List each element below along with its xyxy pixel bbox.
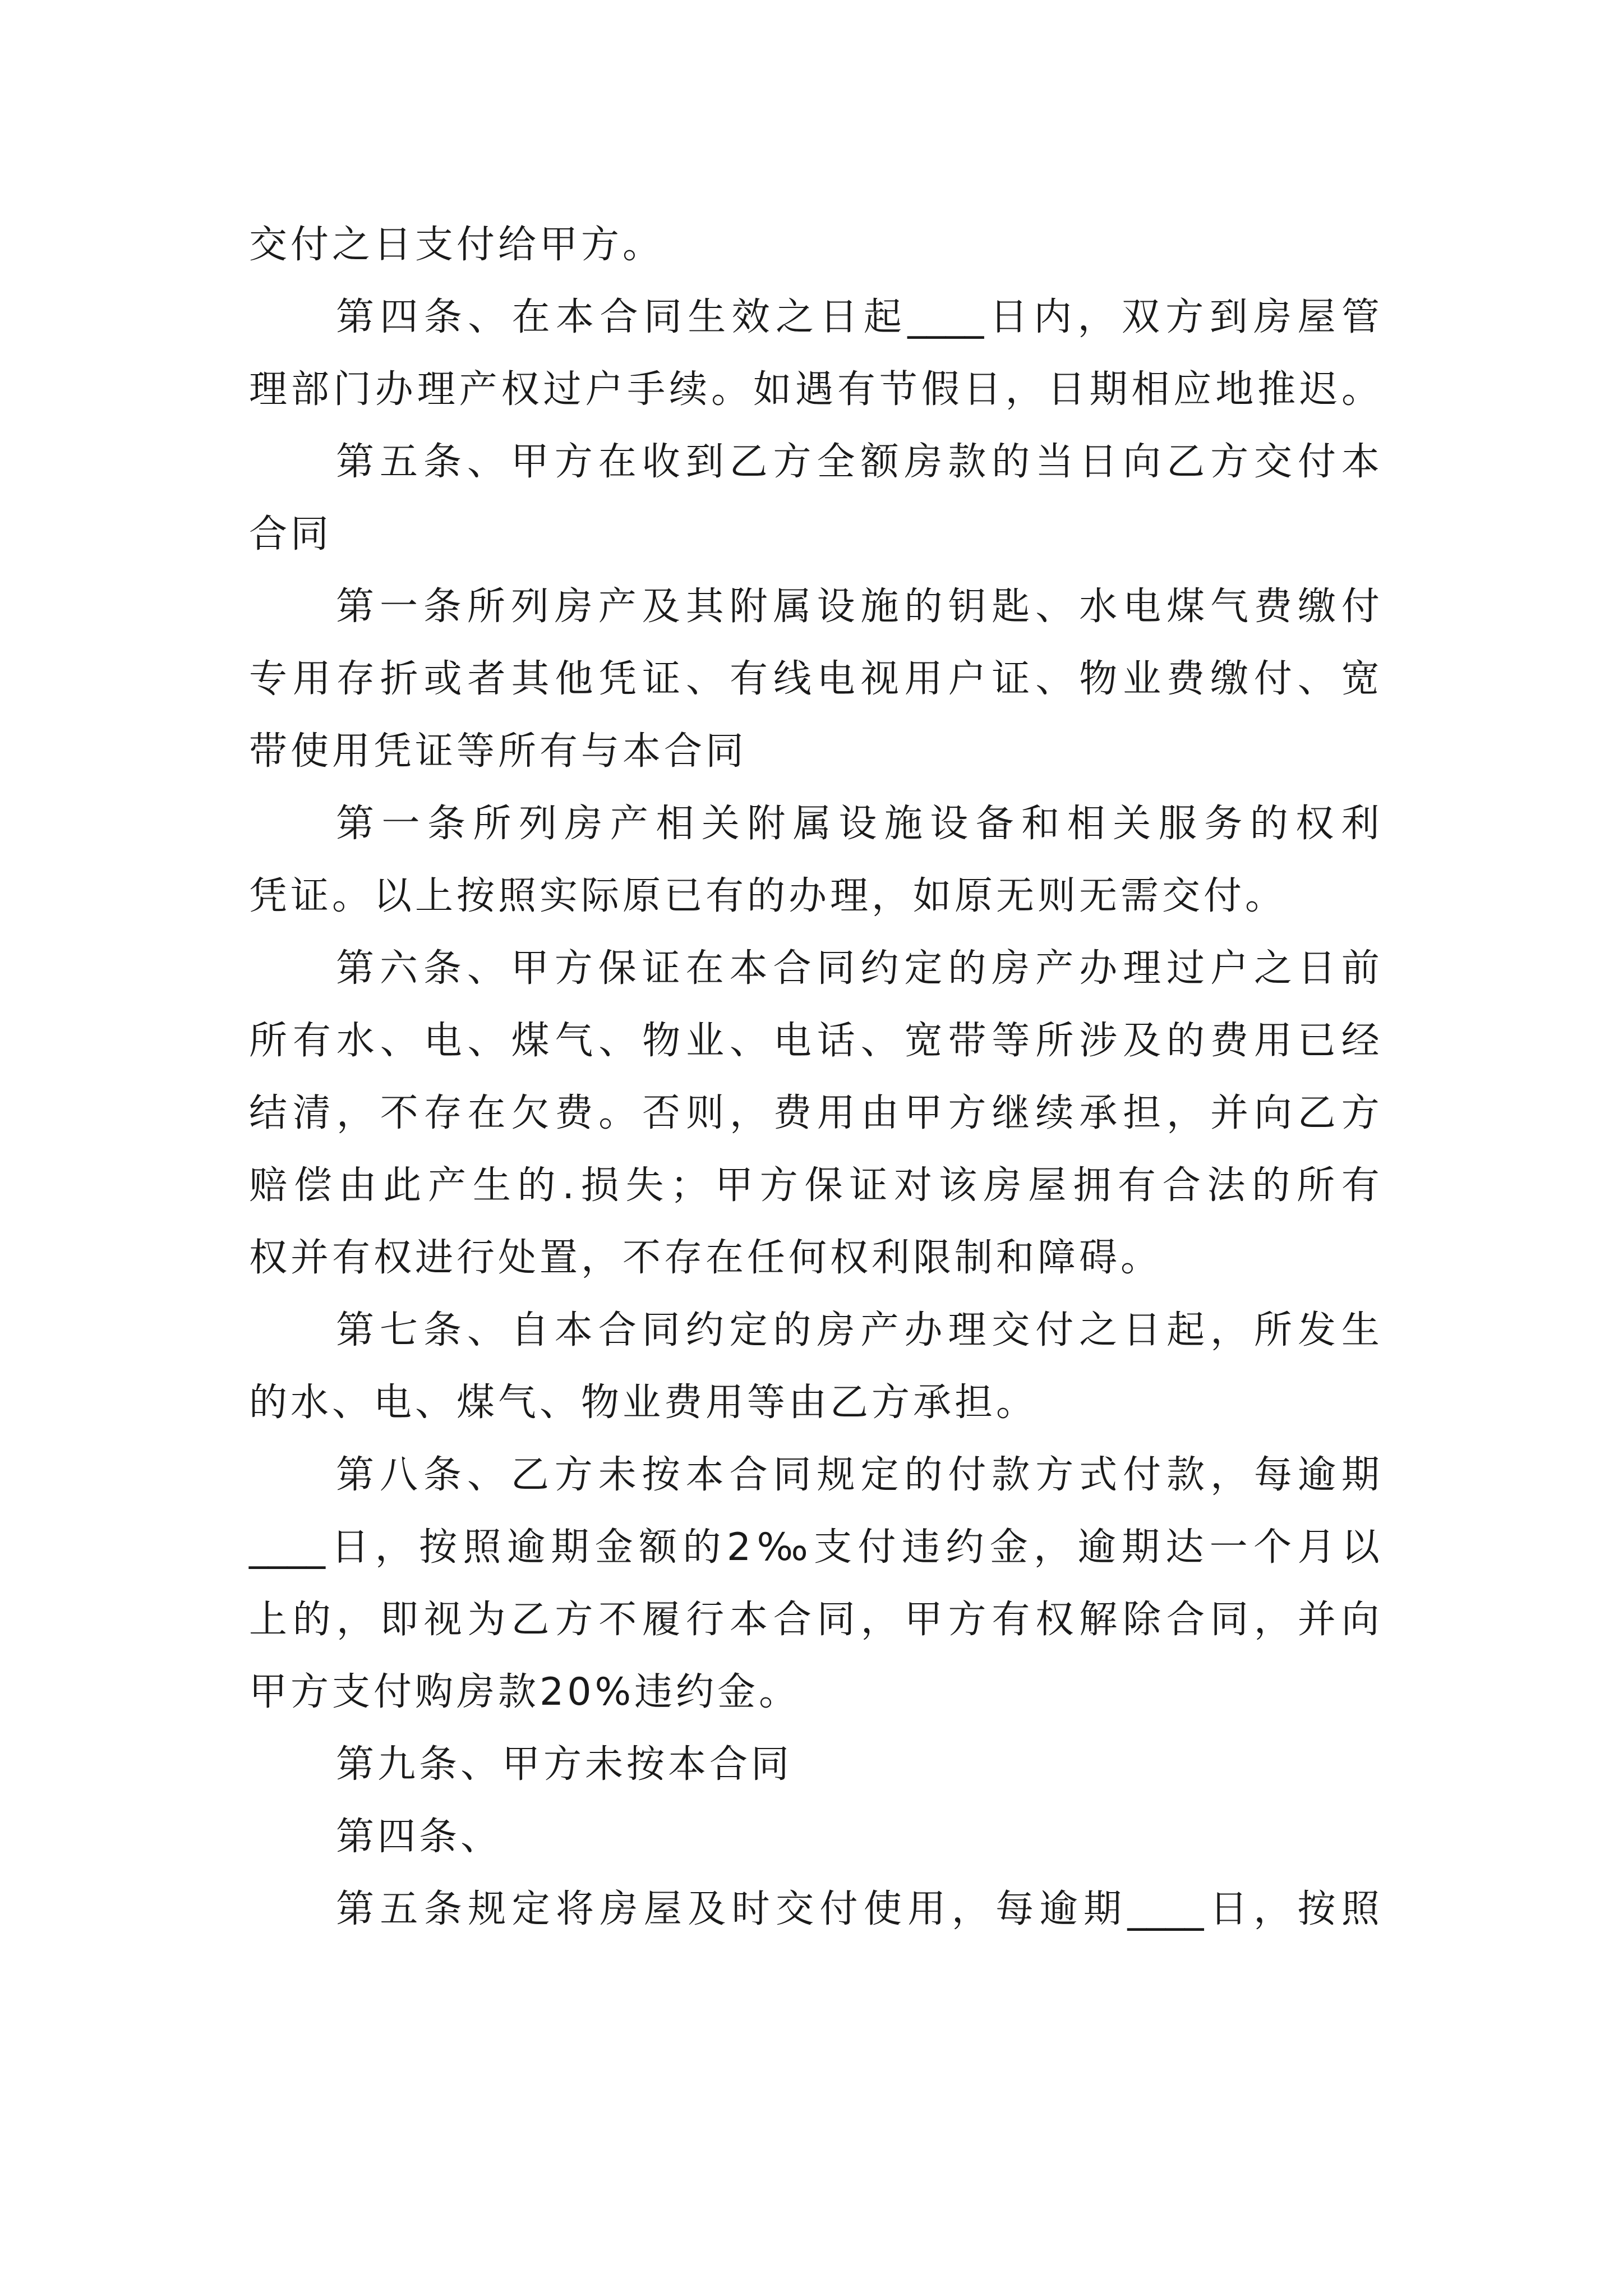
- text-line: 第九条、甲方未按本合同: [336, 1742, 793, 1787]
- text-line: 交付之日支付给甲方。: [249, 223, 665, 267]
- text-line: 上 的 ， 即 视 为 乙 方 不 履 行 本 合 同 ， 甲 方 有 权 解 除 合 同 ， 并 向: [249, 1598, 1380, 1642]
- text-line: 第 一 条 所 列 房 产 及 其 附 属 设 施 的 钥 匙 、 水 电 煤 气 费 缴 付: [336, 585, 1380, 629]
- text-line: 第 五 条 、 甲 方 在 收 到 乙 方 全 额 房 款 的 当 日 向 乙 方 交 付 本: [336, 440, 1380, 484]
- text-line: 第 一 条 所 列 房 产 相 关 附 属 设 施 设 备 和 相 关 服 务 的 权 利: [336, 802, 1380, 846]
- text-line: 第 四 条 、 在 本 合 同 生 效 之 日 起 ____ 日 内 ， 双 方 到 房 屋 管: [336, 295, 1380, 339]
- text-line: 第 八 条 、 乙 方 未 按 本 合 同 规 定 的 付 款 方 式 付 款 ， 每 逾 期: [336, 1453, 1380, 1497]
- text-line: 专 用 存 折 或 者 其 他 凭 证 、 有 线 电 视 用 户 证 、 物 业 费 缴 付 、 宽: [249, 657, 1380, 701]
- text-line: 所 有 水 、 电 、 煤 气 、 物 业 、 电 话 、 宽 带 等 所 涉 及 的 费 用 已 经: [249, 1019, 1380, 1063]
- text-line: 结 清 ， 不 存 在 欠 费 。 否 则 ， 费 用 由 甲 方 继 续 承 担 ， 并 向 乙 方: [249, 1091, 1380, 1135]
- text-line: 权并有权进行处置，不存在任何权利限制和障碍。: [249, 1236, 1163, 1280]
- text-line: 甲方支付购房款20%违约金。: [249, 1670, 801, 1714]
- text-line: 带使用凭证等所有与本合同: [249, 729, 748, 774]
- text-line: 理 部 门 办 理 产 权 过 户 手 续 。 如 遇 有 节 假 日 ， 日 期 相 应 地 推 迟 。: [249, 367, 1380, 412]
- text-line: 合同: [249, 512, 333, 556]
- body-text: [249, 209, 1380, 1945]
- text-line: 第 五 条 规 定 将 房 屋 及 时 交 付 使 用 ， 每 逾 期 ____ 日 ， 按 照: [336, 1887, 1380, 1931]
- text-line: 的水、电、煤气、物业费用等由乙方承担。: [249, 1381, 1038, 1425]
- text-line: 第 六 条 、 甲 方 保 证 在 本 合 同 约 定 的 房 产 办 理 过 户 之 日 前: [336, 946, 1380, 991]
- text-line: 第四条、: [336, 1815, 502, 1859]
- text-line: 凭证。以上按照实际原已有的办理，如原无则无需交付。: [249, 874, 1287, 918]
- text-line: ____ 日 ， 按 照 逾 期 金 额 的 2 ‰ 支 付 违 约 金 ， 逾 期 达 一 个 月 以: [249, 1525, 1380, 1570]
- text-line: 赔 偿 由 此 产 生 的 . 损 失 ； 甲 方 保 证 对 该 房 屋 拥 有 合 法 的 所 有: [249, 1163, 1380, 1208]
- text-line: 第 七 条 、 自 本 合 同 约 定 的 房 产 办 理 交 付 之 日 起 ， 所 发 生: [336, 1308, 1380, 1352]
